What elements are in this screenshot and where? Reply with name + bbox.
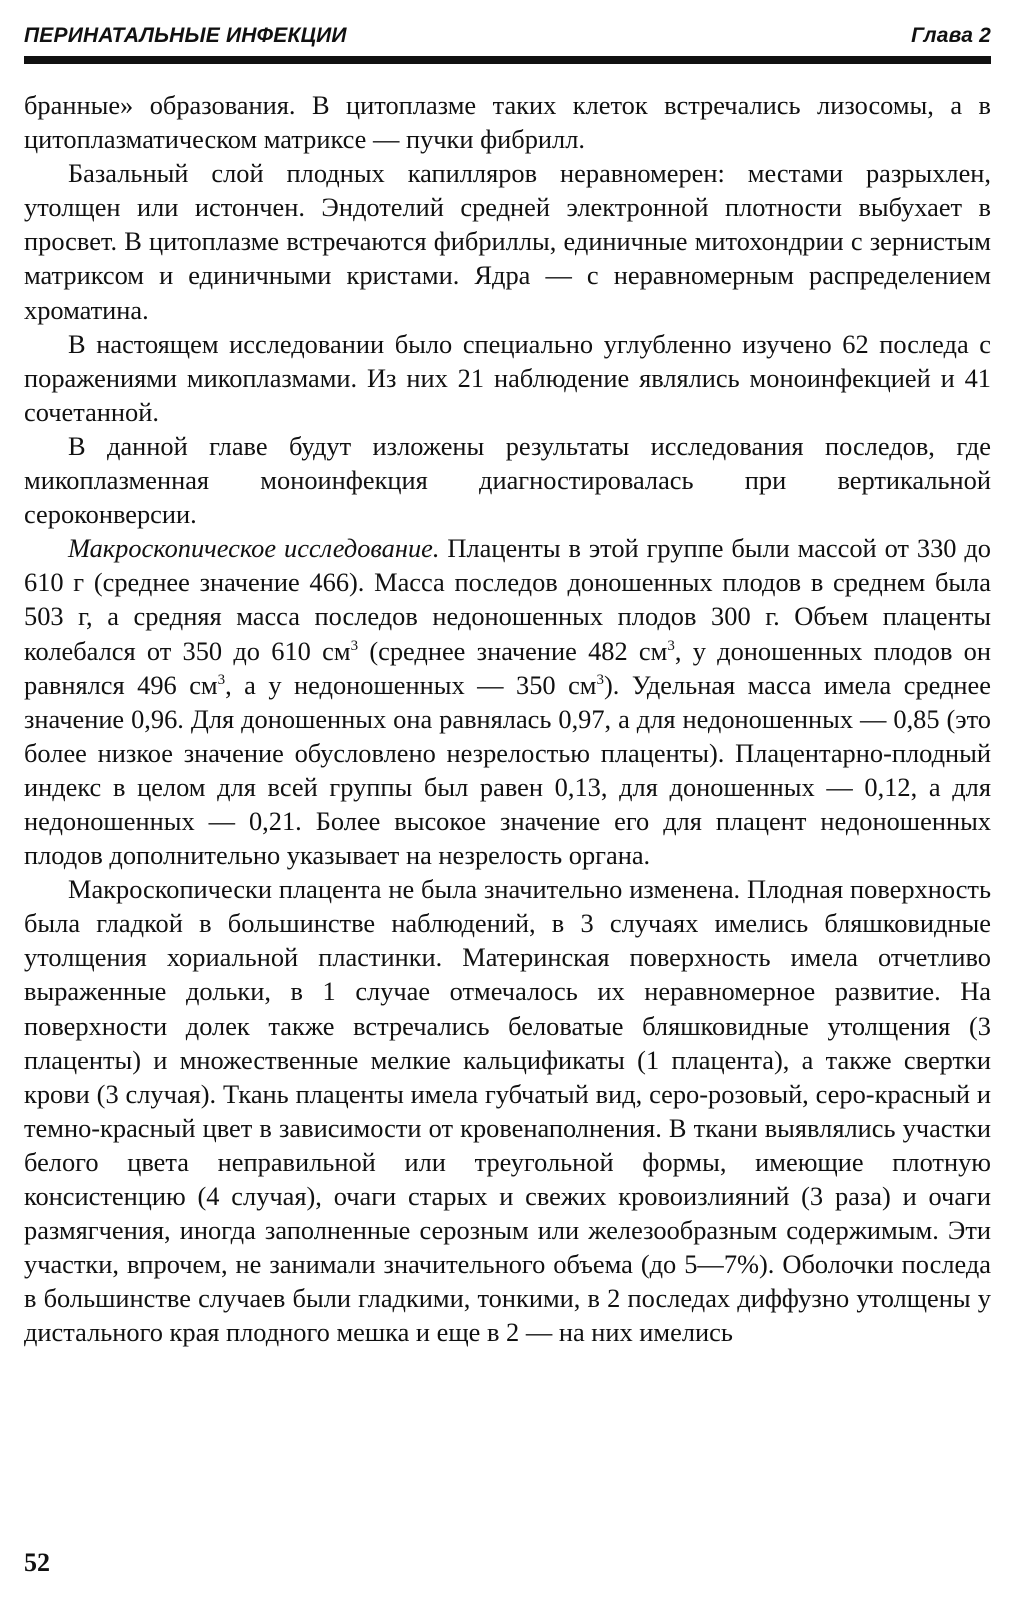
chapter-label: Глава 2 — [911, 24, 991, 47]
paragraph-chapter-scope: В данной главе будут изложены результаты исследования последов, где микоплазменная моноинфекция диагностировалась при вертикальной сероконверсии. — [24, 430, 991, 530]
running-title: ПЕРИНАТАЛЬНЫЕ ИНФЕКЦИИ — [24, 24, 347, 47]
paragraph-macroscopic-findings: Макроскопически плацента не была значительно изменена. Плодная поверхность была гладкой в большинстве наблюдений, в 3 случаях имелись бляшковидные утолщения хориальной пластинки. Материнская поверхность имела отчетливо выраженные дольки, в 1 случае отмечалось их неравномерное развитие. На поверхности долек также встречались беловатые бляшковидные утолщения (3 плаценты) и множественные мелкие кальцификаты (1 плацента), а также свертки крови (3 случая). Ткань плаценты имела губчатый вид, серо-розовый, серо-красный и темно-красный цвет в зависимости от кровенаполнения. В ткани выявлялись участки белого цвета неправильной или треугольной формы, имеющие плотную консистенцию (4 случая), очаги старых и свежих кровоизлияний (3 раза) и очаги размягчения, иногда заполненные серозным или железообразным содержимым. Эти участки, впрочем, не занимали значительного объема (до 5—7%). Оболочки последа в большинстве случаев были гладкими, тонкими, в 2 последах диффузно утолщены у дистального края плодного мешка и еще в 2 — на них имелись — [24, 874, 991, 1348]
page-number: 52 — [24, 1548, 50, 1577]
paragraph-study-sample: В настоящем исследовании было специально углубленно изучено 62 последа с поражениями микоплазмами. Из них 21 наблюдение являлись моноинфекцией и 41 сочетанной. — [24, 328, 991, 427]
section-lead-italic: Макроскопическое исследование. — [68, 533, 440, 564]
paragraph-continued: бранные» образования. В цитоплазме таких клеток встречались лизосомы, а в цитоплазматическом матриксе — пучки фибрилл. — [24, 90, 991, 155]
body-text — [24, 88, 991, 1349]
text-segment: Плаценты в этой группе были массой от 330 до 610 г (среднее значение 466). Масса последов доношенных плодов в среднем была 503 г, а средняя масса последов недоношенных плодов 300 г. Объем плаценты колебался от 350 до 610 см — [24, 533, 991, 666]
superscript-exponent: 3 — [596, 671, 605, 688]
superscript-exponent: 3 — [667, 637, 675, 654]
running-header — [24, 18, 991, 48]
paragraph-basal-layer: Базальный слой плодных капилляров неравномерен: местами разрыхлен, утолщен или истончен. Эндотелий средней электронной плотности выбухает в просвет. В цитоплазме встречаются фибриллы, единичные митохондрии с зернистым матриксом и единичными кристами. Ядра — с неравномерным распределением хроматина. — [24, 158, 991, 325]
text-segment: (среднее значение 482 см — [358, 635, 668, 666]
superscript-exponent: 3 — [350, 637, 359, 654]
header-rule — [24, 56, 991, 64]
text-segment: , у доношенных плодов он равнялся 496 см — [24, 635, 991, 700]
text-segment: , а у недоношенных — 350 см — [225, 669, 597, 700]
text-segment: ). Удельная масса имела среднее значение 0,96. Для доношенных она равнялась 0,97, а для недоношенных — 0,85 (это более низкое значение обусловлено незрелостью плаценты). Плацентарно-плодный индекс в целом для всей группы был равен 0,13, для доношенных — 0,12, а для недоношенных — 0,21. Более высокое значение его для плацент недоношенных плодов дополнительно указывает на незрелость органа. — [24, 669, 991, 871]
paragraph-macroscopic-study — [24, 531, 991, 872]
superscript-exponent: 3 — [217, 671, 226, 688]
